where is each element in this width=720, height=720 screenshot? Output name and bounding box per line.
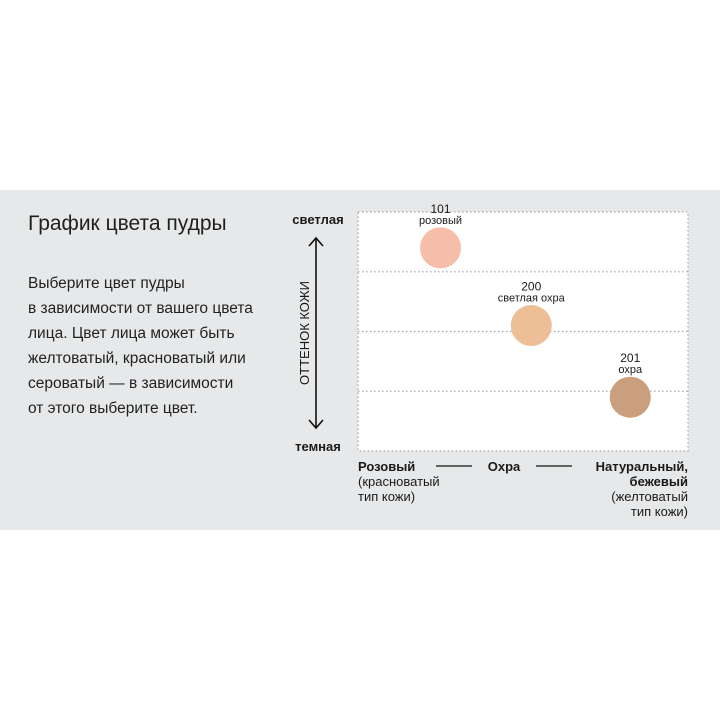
y-axis-label: ОТТЕНОК КОЖИ xyxy=(297,281,312,385)
point-101 xyxy=(420,227,461,268)
x-category-label: бежевый xyxy=(629,474,688,489)
point-name-label: розовый xyxy=(418,214,463,227)
x-category-note: тип кожи) xyxy=(630,504,688,519)
point-code-label: 201 xyxy=(620,351,641,366)
description-line: сероватый — в зависимости xyxy=(28,375,234,392)
description-line: желтоватый, красноватый или xyxy=(28,350,246,367)
description-line: лица. Цвет лица может быть xyxy=(28,325,235,342)
x-category-note: (желтоватый xyxy=(611,489,688,504)
point-code-label: 101 xyxy=(430,201,451,216)
y-bottom-label: темная xyxy=(295,439,341,454)
point-name-label: охра xyxy=(618,364,643,377)
y-top-label: светлая xyxy=(292,212,344,227)
description-line: Выберите цвет пудры xyxy=(28,275,185,292)
point-code-label: 200 xyxy=(521,279,542,294)
x-category-label: Охра xyxy=(487,459,521,474)
x-category-label: Натуральный, xyxy=(595,459,688,474)
point-201 xyxy=(610,377,651,418)
point-200 xyxy=(511,305,552,346)
x-category-label: Розовый xyxy=(358,459,416,474)
page-title: График цвета пудры xyxy=(28,212,227,235)
point-name-label: светлая охра xyxy=(497,292,565,305)
x-category-note: (красноватый xyxy=(358,474,440,489)
x-category-note: тип кожи) xyxy=(358,489,416,504)
description-line: от этого выберите цвет. xyxy=(28,400,198,417)
description-line: в зависимости от вашего цвета xyxy=(28,300,253,317)
